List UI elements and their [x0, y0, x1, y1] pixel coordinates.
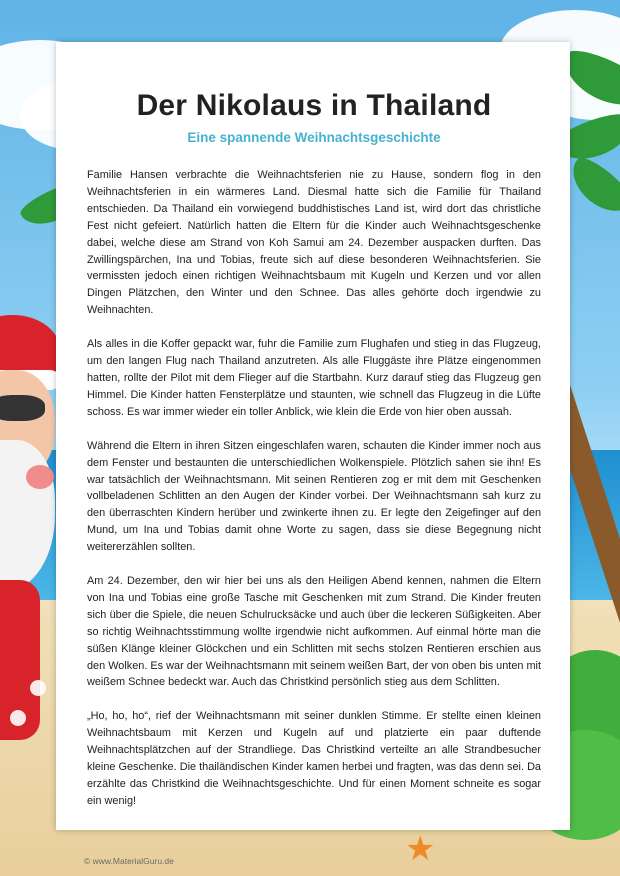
- story-paragraph: Während die Eltern in ihren Sitzen eingeschlafen waren, schauten die Kinder immer noch aus dem Fenster und bestaunten die unterschiedlichen Wolkenspiele. Plötzlich sahen sie ihn! Es war tatsächlich der Weihnachtsmann. Mit seinen Rentieren zog er mit dem mit Geschenken vollbeladenen Schlitten an den Augen der Kinder vorbei. Der Weihnachtsmann sah kurz zu den überraschten Kindern herüber und zwinkerte ihnen zu. Er legte den Zeigefinger auf den Mund, um Ina und Tobias damit ohne Worte zu sagen, dass sie diese Begegnung nicht weitererzählen sollten.: [87, 439, 541, 554]
- worksheet-page: [56, 42, 570, 830]
- sunglasses-icon: [0, 395, 45, 421]
- starfish-icon: ★: [405, 830, 436, 868]
- flower-icon: [10, 710, 26, 726]
- flower-icon: [30, 680, 46, 696]
- santa-nose: [26, 465, 54, 489]
- page-subtitle: Eine spannende Weihnachtsgeschichte: [187, 130, 441, 145]
- story-paragraph: „Ho, ho, ho“, rief der Weihnachtsmann mit seiner dunklen Stimme. Er stellte einen kleinen Weihnachtsbaum mit Kerzen und Kugeln auf und platzierte ein paar duftende Weihnachtsplätzchen auf der Strandliege. Das Christkind verteilte an alle Strandbesucher kleine Geschenke. Die thailändischen Kinder kamen herbei und fragten, was das denn sei. Da erzählte das Christkind die Weihnachtsgeschichte. Und für einen Moment schneite es sogar ein wenig!: [87, 710, 541, 807]
- palm-leaf: [562, 151, 620, 222]
- story-paragraph: Familie Hansen verbrachte die Weihnachtsferien nie zu Hause, sondern flog in den Weihnachtsferien in ein wärmeres Land. Diesmal hatte sich die Familie für Thailand entschieden. Da Thailand ein vorwiegend buddhistisches Land ist, wird dort das christliche Fest nicht gefeiert. Natürlich hatten die Eltern für die Kinder auch Weihnachtsgeschenke dabei, welche diese am Strand von Koh Samui am 24. Dezember auspacken durften. Das Zwillingspärchen, Ina und Tobias, freute sich auf diese besonderen Weihnachtsferien. Sie vermissten jedoch einen richtigen Weihnachtsbaum mit Kugeln und Kerzen und vor allen Dingen Plätzchen, den Winter und den Schnee. Das alles gehörte doch irgendwie zu Weihnachten.: [87, 169, 541, 317]
- copyright-notice: © www.MaterialGuru.de: [84, 856, 174, 866]
- story-paragraph: Am 24. Dezember, den wir hier bei uns als den Heiligen Abend kennen, nahmen die Eltern von Ina und Tobias eine große Tasche mit Geschenken mit zum Strand. Die Kinder freuten sich über die Spiele, die neuen Schulrucksäcke und auch über die leckeren Süßigkeiten. Aber so richtig Weihnachtsstimmung wollte irgendwie nicht aufkommen. Auf einmal hörte man die süßen Klänge kleiner Glöckchen und ein Schlitten mit sechs stolzen Rentieren erschien aus den Wolken. Es war der Weihnachtsmann mit seinem weißen Bart, der von oben bis unten mit weißem Schnee bedeckt war. Auch das Christkind persönlich stieg aus dem Schlitten.: [87, 575, 541, 689]
- page-title: Der Nikolaus in Thailand: [136, 89, 492, 122]
- story-paragraph: Als alles in die Koffer gepackt war, fuhr die Familie zum Flughafen und stieg in das Flugzeug, um den langen Flug nach Thailand anzutreten. Als alle Fluggäste ihre Plätze eingenommen hatten, rollte der Pilot mit dem Flieger auf die Startbahn. Kurz darauf stieg das Flugzeug gen Himmel. Die Kinder hatten Fensterplätze und staunten, wie schnell das Flugzeug in die Lüfte schoss. Es war immer wieder ein toller Anblick, wie klein die Erde von hier oben aussah.: [87, 338, 541, 418]
